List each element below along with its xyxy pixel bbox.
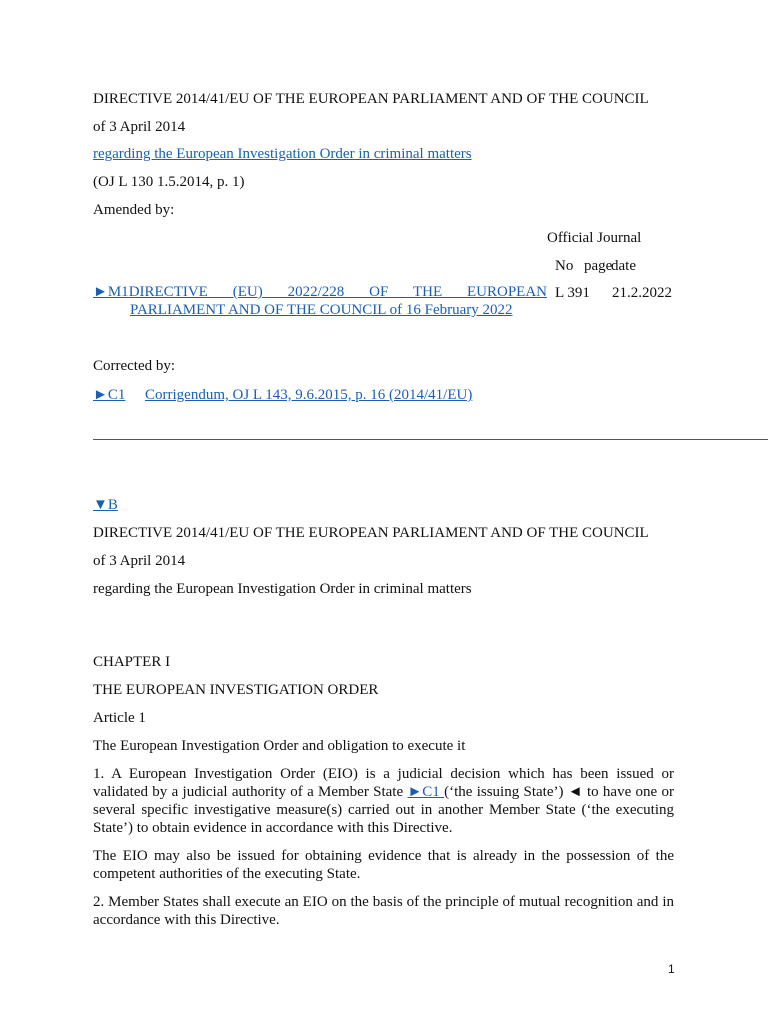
no-column-header: No bbox=[555, 258, 574, 274]
paragraph-2: The EIO may also be issued for obtaining evidence that is already in the possession of the competent authorities of the executing State. bbox=[93, 848, 674, 882]
article-heading: Article 1 bbox=[93, 710, 146, 726]
chapter-heading: CHAPTER I bbox=[93, 654, 171, 670]
article-title: The European Investigation Order and obligation to execute it bbox=[93, 738, 466, 754]
corrected-by-label: Corrected by: bbox=[93, 358, 176, 374]
amendment-oj-no: L 391 bbox=[555, 285, 590, 301]
paragraph-1-start: 1. A European Investigation Order (EIO) is a judicial decision which has been issued or validated by a judicial authority of a Member State bbox=[93, 766, 674, 800]
inline-c1-link[interactable]: ►C1 bbox=[407, 784, 445, 800]
oj-reference: (OJ L 130 1.5.2014, p. 1) bbox=[93, 174, 245, 190]
amended-by-label: Amended by: bbox=[93, 202, 175, 218]
amendment-m1-link[interactable] bbox=[93, 283, 547, 301]
page-number: 1 bbox=[668, 962, 675, 976]
document-date: of 3 April 2014 bbox=[93, 119, 186, 135]
body-date: of 3 April 2014 bbox=[93, 553, 186, 569]
section-divider bbox=[93, 439, 768, 440]
page-column-header: page bbox=[584, 258, 613, 274]
amendment-oj-date: 21.2.2022 bbox=[612, 285, 672, 301]
document-title: DIRECTIVE 2014/41/EU OF THE EUROPEAN PARLIAMENT AND OF THE COUNCIL bbox=[93, 91, 649, 107]
corrigendum-link[interactable]: Corrigendum, OJ L 143, 9.6.2015, p. 16 (2014/41/EU) bbox=[145, 387, 473, 403]
paragraph-3: 2. Member States shall execute an EIO on the basis of the principle of mutual recognition and in accordance with this Directive. bbox=[93, 894, 674, 928]
chapter-title: THE EUROPEAN INVESTIGATION ORDER bbox=[93, 682, 379, 698]
corrigendum-marker-link[interactable]: ►C1 bbox=[93, 387, 126, 403]
body-title: DIRECTIVE 2014/41/EU OF THE EUROPEAN PARLIAMENT AND OF THE COUNCIL bbox=[93, 525, 649, 541]
date-column-header: date bbox=[611, 258, 636, 274]
subject-link[interactable]: regarding the European Investigation Order in criminal matters bbox=[93, 146, 472, 162]
paragraph-1 bbox=[93, 765, 674, 837]
base-marker-link[interactable]: ▼B bbox=[93, 497, 118, 513]
amendment-title-line1: DIRECTIVE (EU) 2022/228 OF THE EUROPEAN bbox=[128, 284, 547, 300]
amendment-marker: ►M1 bbox=[93, 284, 129, 300]
paragraph-1-end: (‘the issuing State’) ◄ to have one or several specific investigative measure(s) carried out in another Member State (‘the executing State’) to obtain evidence in accordance with this Directive. bbox=[93, 784, 674, 836]
oj-column-header: Official Journal bbox=[547, 230, 642, 246]
amendment-m1-link-continued[interactable]: PARLIAMENT AND OF THE COUNCIL of 16 February 2022 bbox=[130, 302, 513, 318]
body-subject: regarding the European Investigation Order in criminal matters bbox=[93, 581, 472, 597]
